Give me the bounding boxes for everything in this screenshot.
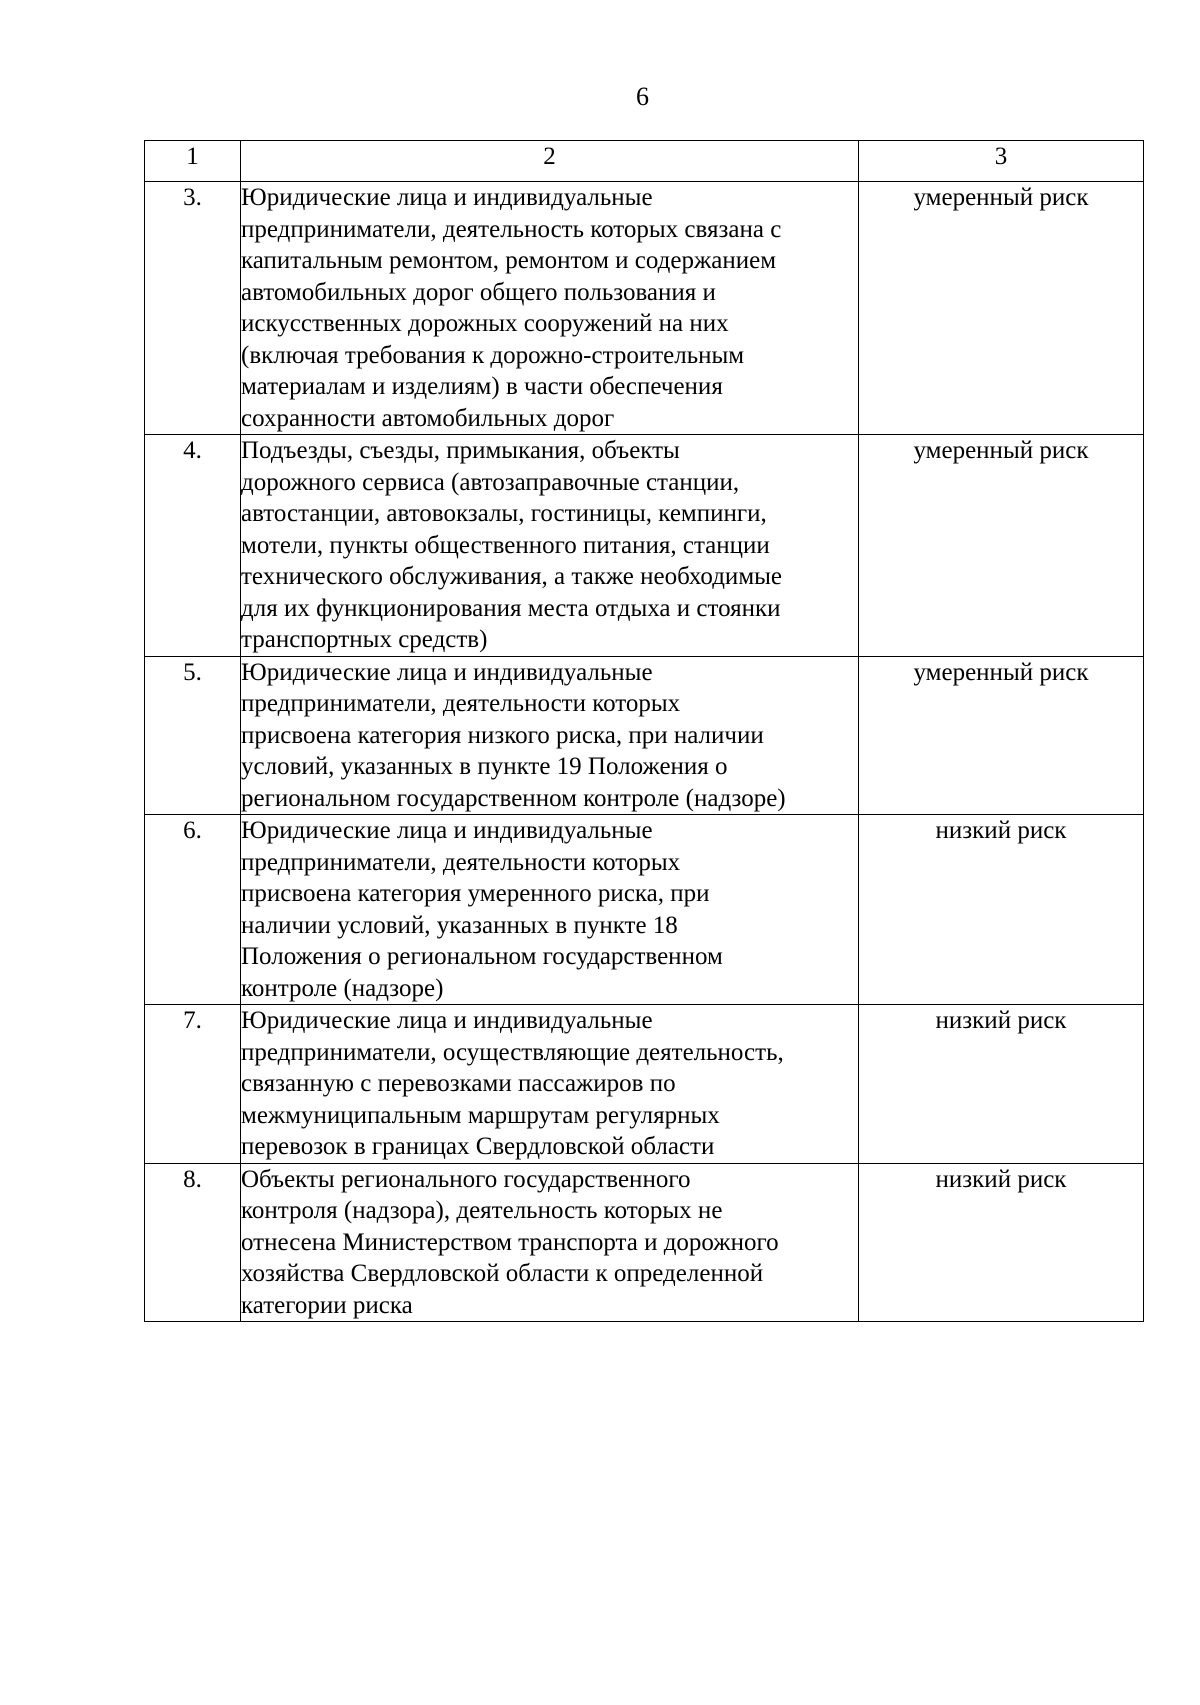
row-number: 5. — [145, 656, 241, 815]
row-number: 7. — [145, 1005, 241, 1164]
column-header-risk: 3 — [859, 141, 1144, 182]
page-number: 6 — [636, 82, 649, 111]
table-row — [145, 435, 1144, 657]
table-row — [145, 656, 1144, 815]
row-number: 4. — [145, 435, 241, 657]
row-description: Юридические лица и индивидуальные предприниматели, осуществляющие деятельность, связанную с перевозками пассажиров по межмуниципальным маршрутам регулярных перевозок в границах Свердловской области — [241, 1005, 859, 1164]
table-row — [145, 1163, 1144, 1322]
table-row — [145, 1005, 1144, 1164]
row-number: 6. — [145, 815, 241, 1005]
table-row — [145, 182, 1144, 435]
row-description: Подъезды, съезды, примыкания, объекты дорожного сервиса (автозаправочные станции, автостанции, автовокзалы, гостиницы, кемпинги, мотели, пункты общественного питания, станции технического обслуживания, а также необходимые для их функционирования места отдыха и стоянки транспортных средств) — [241, 435, 859, 657]
row-description: Юридические лица и индивидуальные предприниматели, деятельности которых присвоена категория умеренного риска, при наличии условий, указанных в пункте 18 Положения о региональном государственном контроле (надзоре) — [241, 815, 859, 1005]
row-number: 8. — [145, 1163, 241, 1322]
column-header-number: 1 — [145, 141, 241, 182]
row-risk-category: низкий риск — [859, 1005, 1144, 1164]
row-description: Юридические лица и индивидуальные предприниматели, деятельности которых присвоена категория низкого риска, при наличии условий, указанных в пункте 19 Положения о региональном государственном контроле (надзоре) — [241, 656, 859, 815]
row-risk-category: умеренный риск — [859, 656, 1144, 815]
table-header-row — [145, 141, 1144, 182]
row-risk-category: низкий риск — [859, 1163, 1144, 1322]
row-risk-category: умеренный риск — [859, 435, 1144, 657]
row-risk-category: низкий риск — [859, 815, 1144, 1005]
risk-category-table — [144, 140, 1144, 1322]
row-description: Объекты регионального государственного контроля (надзора), деятельность которых не отнесена Министерством транспорта и дорожного хозяйства Свердловской области к определенной категории риска — [241, 1163, 859, 1322]
row-risk-category: умеренный риск — [859, 182, 1144, 435]
table-row — [145, 815, 1144, 1005]
row-description: Юридические лица и индивидуальные предприниматели, деятельность которых связана с капитальным ремонтом, ремонтом и содержанием автомобильных дорог общего пользования и искусственных дорожных сооружений на них (включая требования к дорожно-строительным материалам и изделиям) в части обеспечения сохранности автомобильных дорог — [241, 182, 859, 435]
column-header-description: 2 — [241, 141, 859, 182]
row-number: 3. — [145, 182, 241, 435]
